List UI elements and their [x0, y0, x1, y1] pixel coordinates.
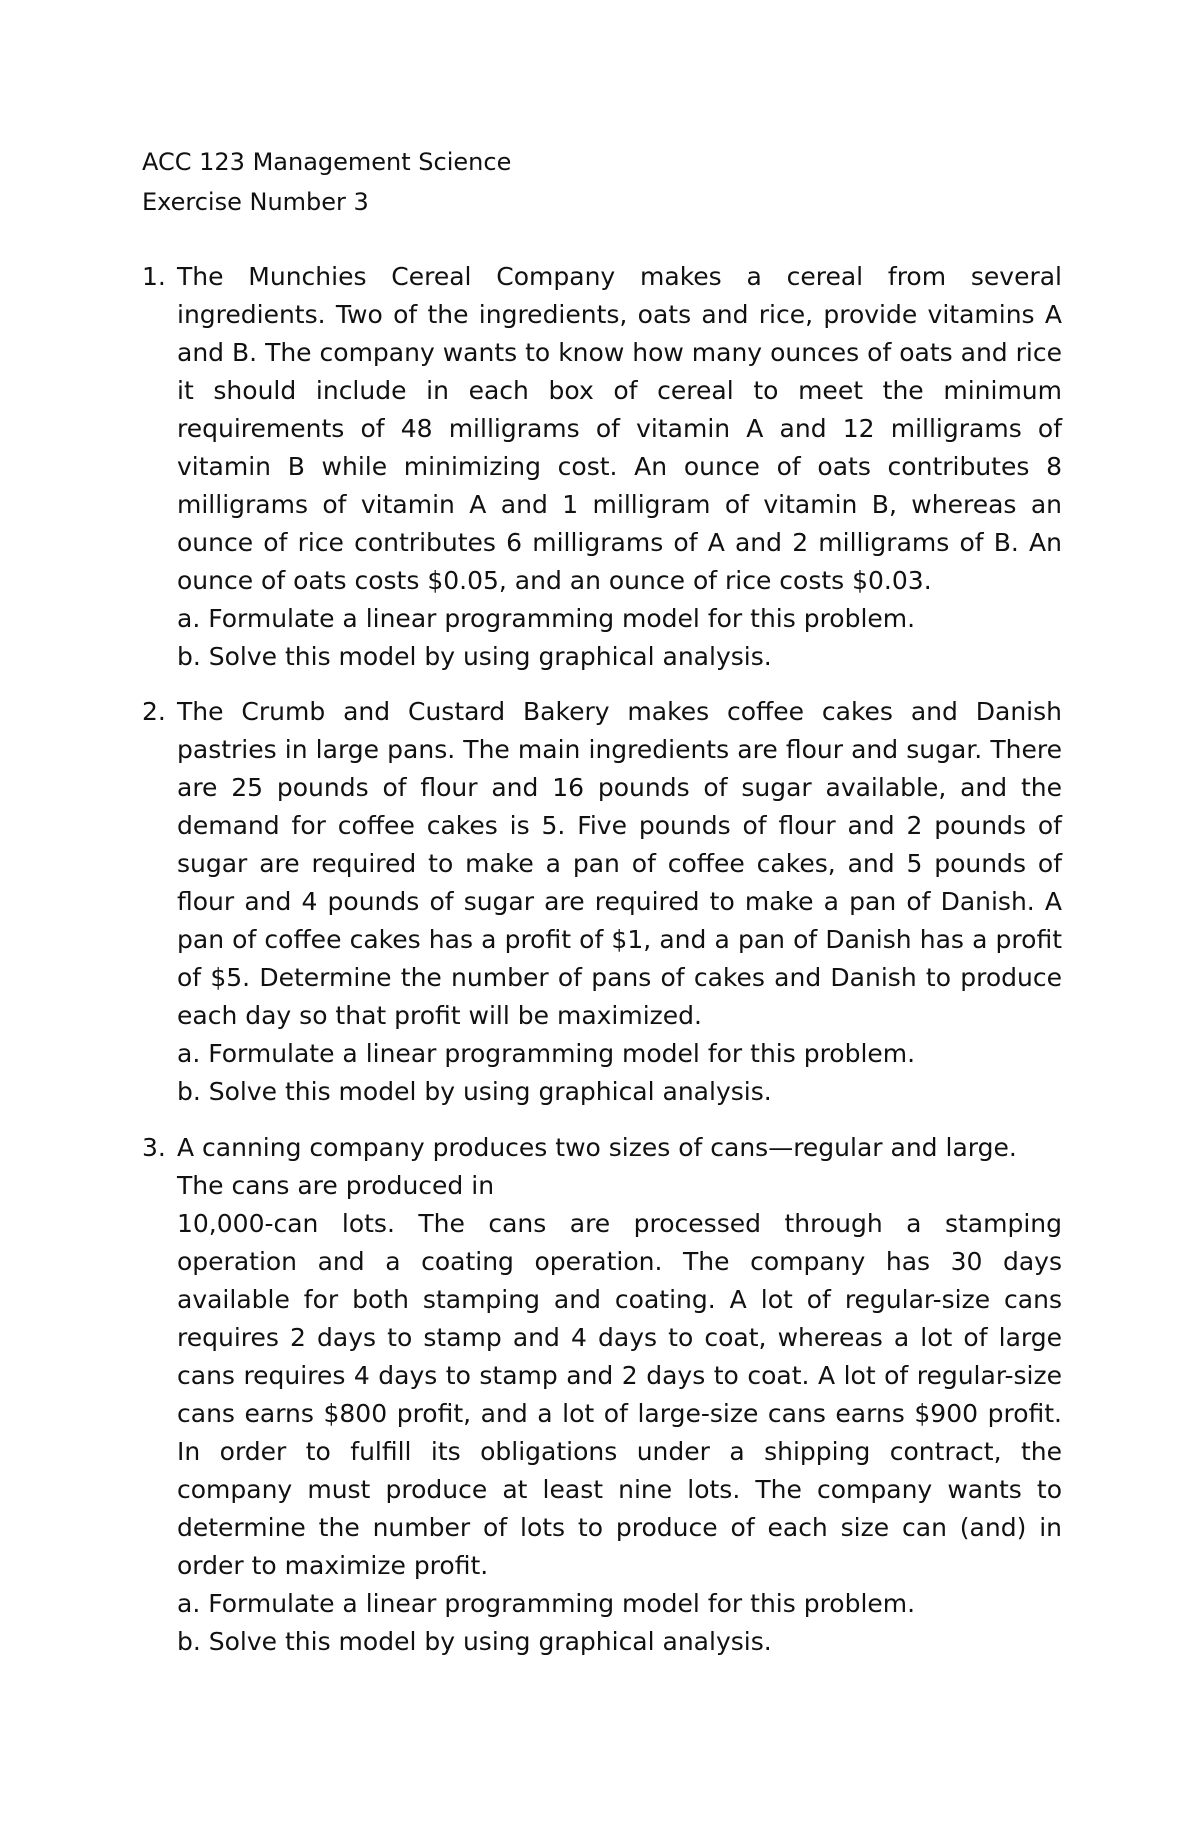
problem-text: The Munchies Cereal Company makes a cereal from several ingredients. Two of the ingredients, oats and rice, provide vitamins A and B. The company wants to know how many ounces of oats and rice it should include in each box of cereal to meet the minimum requirements of 48 milligrams of vitamin A and 12 milligrams of vitamin B while minimizing cost. An ounce of oats contributes 8 milligrams of vitamin A and 1 milligram of vitamin B, whereas an ounce of rice contributes 6 milligrams of A and 2 milligrams of B. An ounce of oats costs $0.05, and an ounce of rice costs $0.03. [177, 262, 1062, 595]
problem-number: 1. [142, 262, 166, 291]
problem-number: 3. [142, 1133, 166, 1162]
problem-text: 10,000-can lots. The cans are processed through a stamping operation and a coating operation. The company has 30 days available for both stamping and coating. A lot of regular-size cans requires 2 days to stamp and 4 days to coat, whereas a lot of large cans requires 4 days to stamp and 2 days to coat. A lot of regular-size cans earns $800 profit, and a lot of large-size cans earns $900 profit. In order to fulfill its obligations under a shipping contract, the company must produce at least nine lots. The company wants to determine the number of lots to produce of each size can (and) in order to maximize profit. [177, 1209, 1062, 1580]
problem-part-a: a. Formulate a linear programming model for this problem. [177, 1039, 916, 1068]
problem-second-line: The cans are produced in [177, 1171, 495, 1200]
course-title: ACC 123 Management Science [142, 148, 512, 176]
problem-body [177, 693, 1062, 1111]
problem-number: 2. [142, 697, 166, 726]
problem-text: The Crumb and Custard Bakery makes coffee cakes and Danish pastries in large pans. The main ingredients are flour and sugar. There are 25 pounds of flour and 16 pounds of sugar available, and the demand for coffee cakes is 5. Five pounds of flour and 2 pounds of sugar are required to make a pan of coffee cakes, and 5 pounds of flour and 4 pounds of sugar are required to make a pan of Danish. A pan of coffee cakes has a profit of $1, and a pan of Danish has a profit of $5. Determine the number of pans of cakes and Danish to produce each day so that profit will be maximized. [177, 697, 1062, 1030]
problem-body [177, 1129, 1062, 1661]
problem-part-a: a. Formulate a linear programming model for this problem. [177, 1589, 916, 1618]
problem-first-line: A canning company produces two sizes of cans—regular and large. [177, 1133, 1017, 1162]
document-header [142, 142, 511, 222]
problem-part-a: a. Formulate a linear programming model for this problem. [177, 604, 916, 633]
problem-body [177, 258, 1062, 676]
problem-part-b: b. Solve this model by using graphical analysis. [177, 1627, 772, 1656]
problem-part-b: b. Solve this model by using graphical analysis. [177, 642, 772, 671]
problem-part-b: b. Solve this model by using graphical analysis. [177, 1077, 772, 1106]
exercise-title: Exercise Number 3 [142, 188, 369, 216]
